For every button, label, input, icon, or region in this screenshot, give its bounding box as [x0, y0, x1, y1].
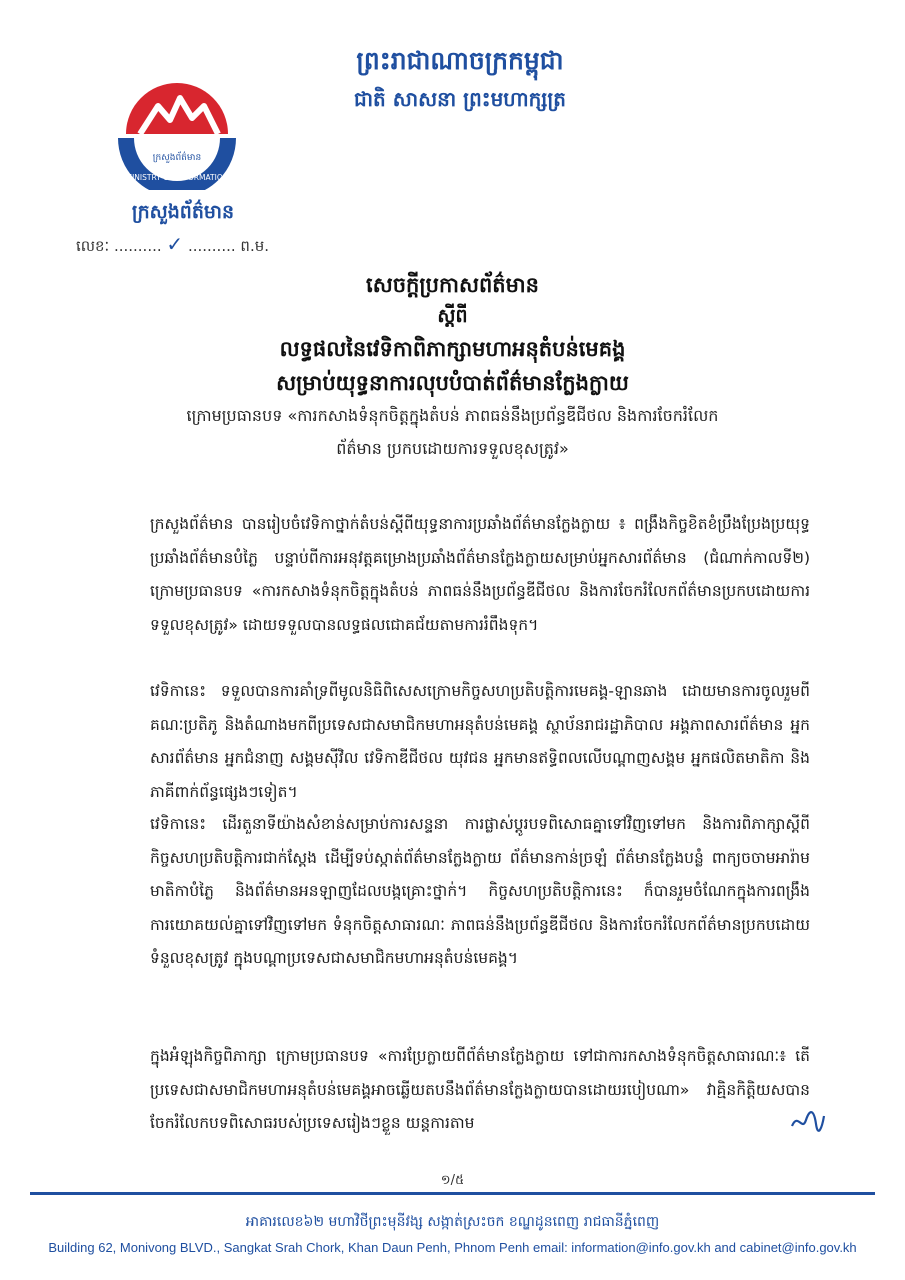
- national-motto: ជាតិ សាសនា ព្រះមហាក្សត្រ: [354, 87, 566, 111]
- ref-suffix: ព.ម.: [240, 237, 270, 255]
- logo-text-en: MINISTRY OF INFORMATION: [125, 173, 229, 182]
- check-mark-icon: ✓: [166, 232, 184, 256]
- kingdom-heading: ព្រះរាជាណាចក្រកម្ពុជា: [356, 46, 564, 75]
- logo-text-km: ក្រសួងព័ត៌មាន: [152, 153, 202, 163]
- announcement-title: សេចក្ដីប្រកាសព័ត៌មាន: [366, 272, 539, 297]
- paragraph-3: វេទិកានេះ ដើរតួនាទីយ៉ាងសំខាន់សម្រាប់ការសន្ទនា ការផ្លាស់ប្ដូរបទពិសោធគ្នាទៅវិញទៅមក និងការពិភាក្សាស្ដីពីកិច្ចសហប្រតិបត្តិការជាក់ស្ដែង ដើម្បីទប់ស្កាត់ព័ត៌មានក្លែងក្លាយ ព័ត៌មានកាន់ច្រឡំ ព័ត៌មានក្លែងបន្លំ ពាក្យចចាមអារ៉ាម មាតិកាបំភ្លៃ និងព័ត៌មានអនឡាញដែលបង្កគ្រោះថ្នាក់។ កិច្ចសហប្រតិបត្តិការនេះ ក៏បានរួមចំណែកក្នុងការពង្រឹងការយោគយល់គ្នាទៅវិញទៅមក ទំនុកចិត្តសាធារណៈ ភាពធន់នឹងប្រព័ន្ធឌីជីថល និងការចែករំលែកព័ត៌មានប្រកបដោយទំនួលខុសត្រូវ ក្នុងបណ្ដាប្រទេសជាសមាជិកមហាអនុតំបន់មេគង្គ។: [150, 815, 810, 967]
- ministry-name: ក្រសួងព័ត៌មាន: [131, 201, 235, 223]
- footer-divider: [30, 1192, 875, 1195]
- reference-number: [76, 232, 269, 259]
- ref-dots-left: ..........: [113, 237, 162, 255]
- title-regarding: ស្ដីពី: [437, 305, 468, 327]
- theme-line2: ព័ត៌មាន ប្រកបដោយការទទួលខុសត្រូវ»: [336, 439, 569, 458]
- theme-line1: ក្រោមប្រធានបទ «ការកសាងទំនុកចិត្តក្នុងតំបន់ ភាពធន់នឹងប្រព័ន្ធឌីជីថល និងការចែករំលែក: [186, 406, 719, 425]
- ref-dots-right: ..........: [187, 237, 236, 255]
- initial-signature-icon: [790, 1108, 826, 1134]
- paragraph-1: ក្រសួងព័ត៌មាន បានរៀបចំវេទិកាថ្នាក់តំបន់ស្ដីពីយុទ្ធនាការប្រឆាំងព័ត៌មានក្លែងក្លាយ ៖ ពង្រឹងកិច្ចខិតខំប្រឹងប្រែងប្រយុទ្ធប្រឆាំងព័ត៌មានបំភ្លៃ បន្ទាប់ពីការអនុវត្តគម្រោងប្រឆាំងព័ត៌មានក្លែងក្លាយសម្រាប់អ្នកសារព័ត៌មាន (ជំណាក់កាលទី២) ក្រោមប្រធានបទ «ការកសាងទំនុកចិត្តក្នុងតំបន់ ភាពធន់នឹងប្រព័ន្ធឌីជីថល និងការចែករំលែកព័ត៌មានប្រកបដោយការទទួលខុសត្រូវ» ដោយទទួលបានលទ្ធផលជោគជ័យតាមការរំពឹងទុក។: [150, 515, 810, 634]
- title-subject-line1: លទ្ធផលនៃវេទិកាពិភាក្សាមហាអនុតំបន់មេគង្គ: [279, 336, 626, 361]
- ref-label: លេខៈ: [76, 237, 110, 255]
- paragraph-2: វេទិកានេះ ទទួលបានការគាំទ្រពីមូលនិធិពិសេសក្រោមកិច្ចសហប្រតិបត្តិការមេគង្គ-ឡានឆាង ដោយមានការចូលរួមពីគណៈប្រតិភូ និងតំណាងមកពីប្រទេសជាសមាជិកមហាអនុតំបន់មេគង្គ ស្ថាប័នរាជរដ្ឋាភិបាល អង្គភាពសារព័ត៌មាន អ្នកសារព័ត៌មាន អ្នកជំនាញ សង្គមស៊ីវិល វេទិកាឌីជីថល យុវជន អ្នកមានឥទ្ធិពលលើបណ្ដាញសង្គម អ្នកផលិតមាតិកា និងភាគីពាក់ព័ន្ធផ្សេងៗទៀត។: [150, 682, 810, 801]
- page-number: ១/៥: [440, 1173, 465, 1188]
- footer-address-en: Building 62, Monivong BLVD., Sangkat Srah Chork, Khan Daun Penh, Phnom Penh email: information@info.gov.kh and cabinet@info.gov.kh: [48, 1240, 857, 1255]
- ministry-logo: [118, 72, 236, 190]
- title-subject-line2: សម្រាប់យុទ្ធនាការលុបបំបាត់ព័ត៌មានក្លែងក្លាយ: [276, 370, 629, 395]
- paragraph-4: ក្នុងអំឡុងកិច្ចពិភាក្សា ក្រោមប្រធានបទ «ការប្រែក្លាយពីព័ត៌មានក្លែងក្លាយ ទៅជាការកសាងទំនុកចិត្តសាធារណៈ៖ តើប្រទេសជាសមាជិកមហាអនុតំបន់មេគង្គអាចឆ្លើយតបនឹងព័ត៌មានក្លែងក្លាយបានដោយរបៀបណា» វាគ្មិនកិត្តិយសបានចែករំលែកបទពិសោធរបស់ប្រទេសរៀងៗខ្លួន យន្តការតាម: [150, 1047, 810, 1132]
- footer-address-km: អាគារលេខ៦២ មហាវិថីព្រះមុនីវង្ស សង្កាត់ស្រះចក ខណ្ឌដូនពេញ រាជធានីភ្នំពេញ: [245, 1214, 660, 1230]
